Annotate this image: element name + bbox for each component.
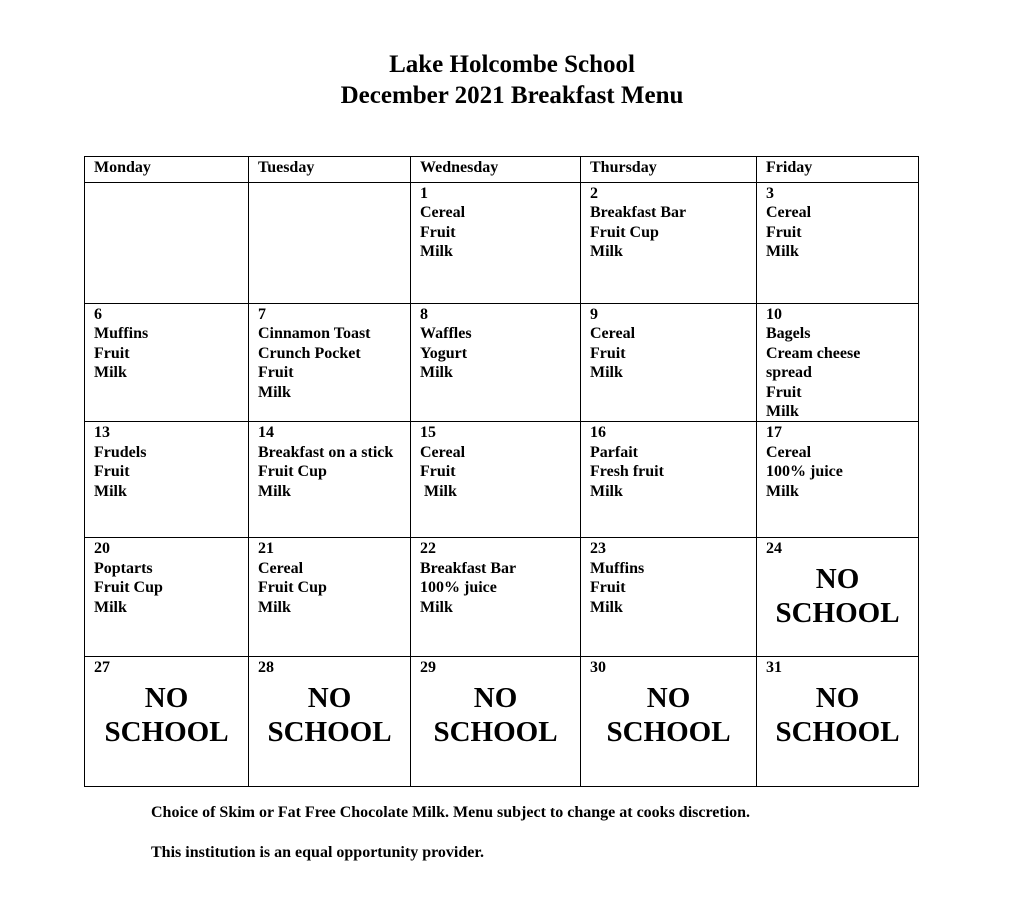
- day-cell: [581, 422, 757, 538]
- no-school-text: SCHOOL: [606, 715, 731, 748]
- no-school-text: NO: [307, 681, 352, 714]
- day-cell-content: [757, 538, 918, 656]
- menu-item: Cereal: [258, 559, 304, 577]
- date-number: 29: [420, 659, 436, 677]
- day-cell-content: [249, 538, 410, 656]
- menu-item: Cinnamon Toast: [258, 325, 371, 343]
- day-cell: [581, 183, 757, 304]
- menu-item: Milk: [94, 598, 127, 616]
- day-cell-content: [85, 538, 248, 656]
- menu-item: Fruit Cup: [258, 463, 327, 481]
- no-school-text: NO: [815, 562, 860, 595]
- day-cell-content: [249, 657, 410, 786]
- day-header-row: [85, 157, 919, 183]
- menu-item: Fruit: [420, 463, 456, 481]
- date-number: 28: [258, 659, 274, 677]
- menu-item: Milk: [766, 403, 799, 421]
- date-number: 22: [420, 540, 436, 558]
- menu-item: Muffins: [590, 559, 645, 577]
- date-number: 31: [766, 659, 782, 677]
- date-number: 9: [590, 306, 598, 323]
- menu-item: Milk: [258, 482, 291, 500]
- day-cell-content: [581, 304, 756, 421]
- day-cell: [249, 304, 411, 422]
- menu-item: Milk: [590, 482, 623, 500]
- menu-item: Fruit Cup: [590, 223, 659, 241]
- date-number: 6: [94, 306, 102, 323]
- day-cell: [249, 183, 411, 304]
- no-school-text: NO: [646, 681, 691, 714]
- date-number: 1: [420, 185, 428, 202]
- no-school-label: [581, 681, 756, 749]
- day-header-tuesday: Tuesday: [249, 157, 411, 183]
- menu-item: Fruit Cup: [258, 579, 327, 597]
- breakfast-menu-table: [84, 156, 919, 787]
- day-cell-content: [581, 183, 756, 303]
- menu-item: Milk: [420, 364, 453, 382]
- no-school-text: NO: [815, 681, 860, 714]
- day-cell-content: [411, 538, 580, 656]
- week-row: [85, 657, 919, 787]
- menu-item: Parfait: [590, 443, 638, 461]
- day-cell: [757, 657, 919, 787]
- menu-item: Breakfast Bar: [590, 204, 687, 222]
- menu-item: Fresh fruit: [590, 463, 664, 481]
- menu-item: Fruit: [590, 579, 626, 597]
- date-number: 13: [94, 424, 110, 442]
- menu-item: Milk: [590, 598, 623, 616]
- day-cell: [85, 657, 249, 787]
- day-cell-content: [249, 183, 410, 303]
- day-cell: [757, 422, 919, 538]
- week-row: [85, 304, 919, 422]
- no-school-text: SCHOOL: [775, 596, 900, 629]
- day-header-thursday: Thursday: [581, 157, 757, 183]
- day-cell-content: [581, 538, 756, 656]
- day-cell: [581, 304, 757, 422]
- day-cell-content: [85, 657, 248, 786]
- day-cell-content: [757, 304, 918, 421]
- date-number: 16: [590, 424, 606, 442]
- day-cell: [85, 304, 249, 422]
- menu-item: Fruit: [94, 463, 130, 481]
- no-school-label: [757, 562, 918, 630]
- day-cell: [411, 422, 581, 538]
- menu-item: Milk: [94, 364, 127, 382]
- no-school-text: NO: [144, 681, 189, 714]
- menu-item: 100% juice: [766, 463, 843, 481]
- milk-note: Choice of Skim or Fat Free Chocolate Milk. Menu subject to change at cooks discretion.: [151, 804, 751, 821]
- week-row: [85, 538, 919, 657]
- day-cell: [581, 657, 757, 787]
- menu-item: Poptarts: [94, 559, 153, 577]
- day-cell: [411, 538, 581, 657]
- date-number: 23: [590, 540, 606, 558]
- menu-item: Cereal: [766, 204, 812, 222]
- menu-item: Cereal: [420, 443, 466, 461]
- menu-item: Milk: [590, 243, 623, 261]
- day-cell-content: [581, 422, 756, 537]
- day-cell: [411, 183, 581, 304]
- menu-item: spread: [766, 364, 812, 382]
- no-school-text: SCHOOL: [104, 715, 229, 748]
- day-cell: [411, 657, 581, 787]
- menu-item: Cereal: [766, 443, 812, 461]
- week-row: [85, 422, 919, 538]
- no-school-text: SCHOOL: [433, 715, 558, 748]
- day-cell-content: [757, 422, 918, 537]
- day-header-monday: Monday: [85, 157, 249, 183]
- menu-item: Milk: [420, 482, 457, 500]
- menu-item: Milk: [258, 383, 291, 401]
- equal-opportunity-note: This institution is an equal opportunity provider.: [151, 844, 484, 861]
- day-cell: [757, 538, 919, 657]
- menu-item: Muffins: [94, 325, 149, 343]
- no-school-label: [757, 681, 918, 749]
- date-number: 8: [420, 306, 428, 323]
- date-number: 17: [766, 424, 782, 442]
- day-cell: [757, 183, 919, 304]
- menu-item: Breakfast on a stick: [258, 443, 394, 461]
- day-cell-content: [85, 422, 248, 537]
- no-school-label: [85, 681, 248, 749]
- date-number: 2: [590, 185, 598, 202]
- no-school-label: [411, 681, 580, 749]
- no-school-text: SCHOOL: [775, 715, 900, 748]
- menu-item: Milk: [766, 243, 799, 261]
- day-cell: [581, 538, 757, 657]
- menu-item: Fruit: [94, 344, 130, 362]
- date-number: 30: [590, 659, 606, 677]
- date-number: 14: [258, 424, 274, 442]
- day-cell: [85, 422, 249, 538]
- day-cell: [85, 538, 249, 657]
- menu-item: Fruit Cup: [94, 579, 163, 597]
- menu-item: Fruit: [766, 383, 802, 401]
- menu-item: Frudels: [94, 443, 147, 461]
- day-cell: [411, 304, 581, 422]
- menu-item: Fruit: [590, 344, 626, 362]
- day-cell: [249, 657, 411, 787]
- menu-item: 100% juice: [420, 579, 497, 597]
- menu-item: Milk: [420, 243, 453, 261]
- menu-item: Fruit: [258, 364, 294, 382]
- day-header-friday: Friday: [757, 157, 919, 183]
- menu-item: Crunch Pocket: [258, 344, 361, 362]
- menu-item: Waffles: [420, 325, 472, 343]
- day-cell-content: [411, 422, 580, 537]
- menu-item: Breakfast Bar: [420, 559, 517, 577]
- menu-item: Yogurt: [420, 344, 468, 362]
- week-row: [85, 183, 919, 304]
- day-cell: [249, 538, 411, 657]
- menu-item: Cereal: [420, 204, 466, 222]
- day-cell-content: [757, 183, 918, 303]
- no-school-label: [249, 681, 410, 749]
- menu-item: Fruit: [766, 223, 802, 241]
- day-header-wednesday: Wednesday: [411, 157, 581, 183]
- date-number: 21: [258, 540, 274, 558]
- day-cell-content: [581, 657, 756, 786]
- date-number: 10: [766, 306, 782, 323]
- day-cell: [249, 422, 411, 538]
- menu-item: Milk: [94, 482, 127, 500]
- day-cell-content: [249, 304, 410, 421]
- school-name: Lake Holcombe School: [389, 51, 635, 78]
- menu-item: Milk: [590, 364, 623, 382]
- day-cell-content: [85, 304, 248, 421]
- menu-item: Cream cheese: [766, 344, 861, 362]
- day-cell-content: [411, 657, 580, 786]
- menu-item: Fruit: [420, 223, 456, 241]
- day-cell: [757, 304, 919, 422]
- menu-item: Milk: [766, 482, 799, 500]
- day-cell: [85, 183, 249, 304]
- day-cell-content: [85, 183, 248, 303]
- menu-item: Cereal: [590, 325, 636, 343]
- menu-weeks: [85, 183, 919, 787]
- no-school-text: SCHOOL: [267, 715, 392, 748]
- menu-item: Milk: [420, 598, 453, 616]
- day-cell-content: [411, 183, 580, 303]
- day-cell-content: [757, 657, 918, 786]
- date-number: 3: [766, 185, 774, 202]
- date-number: 7: [258, 306, 266, 323]
- no-school-text: NO: [473, 681, 518, 714]
- date-number: 24: [766, 540, 782, 558]
- menu-item: Milk: [258, 598, 291, 616]
- day-cell-content: [249, 422, 410, 537]
- date-number: 20: [94, 540, 110, 558]
- date-number: 27: [94, 659, 110, 677]
- day-cell-content: [411, 304, 580, 421]
- menu-item: Bagels: [766, 325, 811, 343]
- menu-title: December 2021 Breakfast Menu: [340, 82, 684, 109]
- date-number: 15: [420, 424, 436, 442]
